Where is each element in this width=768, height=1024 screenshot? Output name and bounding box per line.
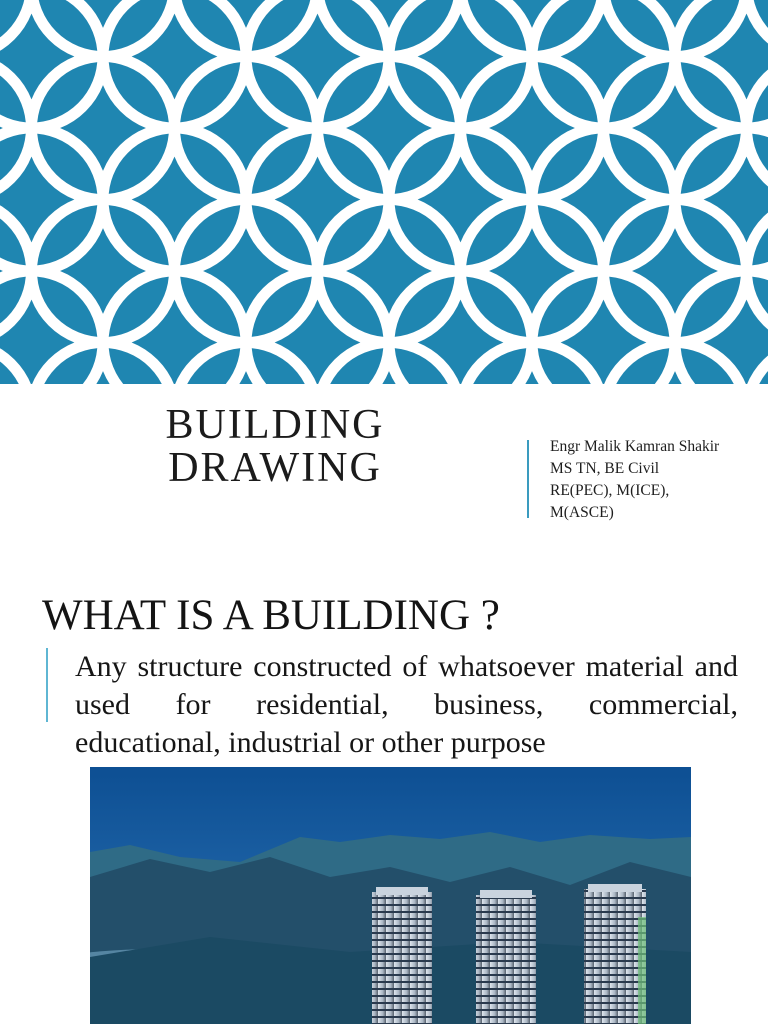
author-memberships-2: M(ASCE): [550, 504, 614, 521]
body-accent-bar: [46, 648, 48, 722]
tower-2: [476, 890, 536, 1024]
definition-text: Any structure constructed of whatsoever material and used for residential, business, commercial, educational, industrial or other purpose: [75, 650, 738, 759]
author-accent-bar: [527, 440, 529, 518]
author-info: [550, 436, 765, 524]
presentation-title: [150, 404, 400, 490]
slide-heading: WHAT IS A BUILDING ?: [42, 592, 500, 639]
pattern-banner: [0, 0, 768, 384]
author-memberships: RE(PEC), M(ICE),: [550, 482, 670, 499]
author-degrees: MS TN, BE Civil: [550, 460, 660, 477]
title-line-1: BUILDING: [165, 402, 385, 448]
building-photo: [90, 767, 691, 1024]
title-line-2: DRAWING: [168, 445, 382, 491]
author-name: Engr Malik Kamran Shakir: [550, 438, 720, 455]
tower-1: [372, 887, 432, 1024]
tower-3: [584, 884, 646, 1024]
